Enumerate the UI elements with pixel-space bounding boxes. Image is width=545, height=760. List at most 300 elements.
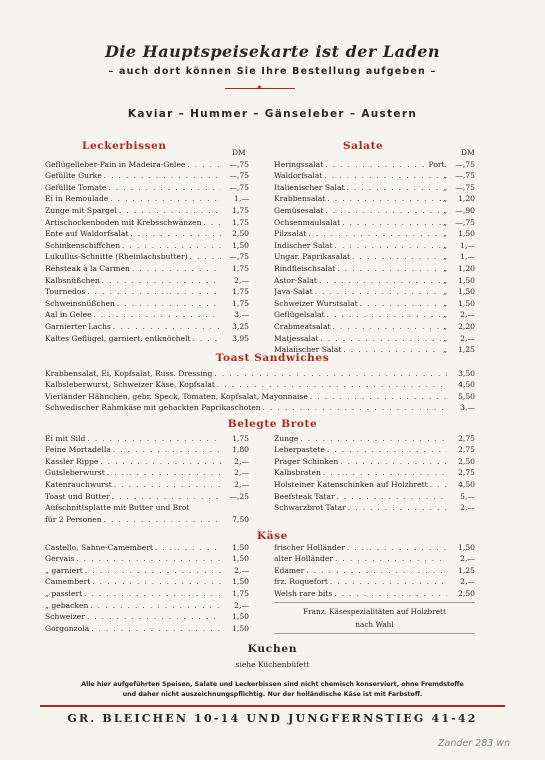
- dot-leader: [321, 335, 442, 343]
- item-name: Gorgonzola: [45, 623, 90, 633]
- footer-note: [60, 680, 485, 700]
- item-name: Gefüllte Tomate: [45, 182, 107, 192]
- salate-dm: DM: [461, 148, 475, 157]
- menu-item-row: [274, 157, 475, 169]
- item-price: —,90: [455, 205, 475, 215]
- item-price: —,75: [229, 159, 249, 169]
- footer-address: GR. BLEICHEN 10-14 UND JUNGFERNSTIEG 41-42: [67, 712, 478, 725]
- item-price: 2,—: [234, 565, 249, 575]
- item-price: 7,50: [232, 514, 249, 524]
- menu-item-row: [45, 401, 475, 413]
- menu-item-row: [45, 378, 475, 390]
- item-price: —,75: [455, 171, 475, 181]
- item-price: 3,50: [458, 368, 475, 378]
- item-name: Italienischer Salat: [274, 182, 345, 192]
- item-price: 2,50: [458, 588, 475, 598]
- menu-item-row: [45, 431, 249, 443]
- item-price: 5,50: [458, 391, 475, 401]
- kuchen-subtitle: siehe Küchenbüfett: [235, 660, 310, 669]
- menu-item-row: [45, 238, 249, 250]
- item-name: Geflügelsalat: [274, 310, 325, 320]
- menu-title: Die Hauptspeisekarte ist der Laden: [104, 42, 441, 61]
- menu-item-row: [274, 431, 475, 443]
- item-price: 4,50: [458, 479, 475, 489]
- menu-item-row: [45, 466, 249, 478]
- item-name: Pilzsalat: [274, 229, 307, 239]
- item-name: Feine Mortadella: [45, 445, 111, 455]
- dot-leader: [337, 493, 447, 501]
- brote-left-list: [45, 431, 249, 524]
- menu-item-row: [45, 512, 249, 524]
- item-name: Crabmeatsalat: [274, 321, 331, 331]
- dot-leader: [325, 207, 441, 215]
- item-price: 5,—: [460, 491, 475, 501]
- item-name: frischer Holländer: [274, 542, 345, 552]
- item-name: Indischer Salat: [274, 240, 333, 250]
- menu-item-row: [274, 169, 475, 181]
- item-price: 1,50: [458, 275, 475, 285]
- item-name: Lukullus-Schnitte (Rheinlachsbutter): [45, 252, 188, 262]
- menu-item-row: [274, 203, 475, 215]
- item-portion: „: [443, 333, 447, 343]
- dot-leader: [90, 602, 221, 610]
- item-name: Gemüsesalat: [274, 205, 324, 215]
- menu-item-row: [274, 250, 475, 262]
- dot-leader: [327, 446, 447, 454]
- menu-item-row: [45, 169, 249, 181]
- dot-leader: [114, 481, 221, 489]
- dot-leader: [117, 300, 221, 308]
- menu-item-row: [45, 610, 249, 622]
- item-name: Gervais: [45, 554, 75, 564]
- item-price: 1,50: [232, 577, 249, 587]
- item-price: 1,25: [458, 565, 475, 575]
- menu-item-row: [45, 501, 249, 513]
- item-portion: „: [443, 263, 447, 273]
- menu-item-row: [274, 443, 475, 455]
- dot-leader: [84, 590, 221, 598]
- item-price: 1,50: [458, 229, 475, 239]
- dot-leader: [327, 195, 441, 203]
- footer-rule: [40, 705, 505, 707]
- item-portion: „: [443, 217, 447, 227]
- menu-item-row: [45, 308, 249, 320]
- dot-leader: [104, 172, 221, 180]
- menu-item-row: [274, 227, 475, 239]
- item-price: 1,—: [234, 194, 249, 204]
- item-price: 1,75: [232, 588, 249, 598]
- dot-leader: [308, 230, 441, 238]
- item-name: Ungar. Paprikasalat: [274, 252, 351, 262]
- item-price: 3,—: [234, 310, 249, 320]
- dot-leader: [214, 370, 447, 378]
- item-price: 1,50: [232, 240, 249, 250]
- item-price: —,75: [229, 252, 249, 262]
- dot-leader: [333, 323, 442, 331]
- item-price: 2,—: [234, 275, 249, 285]
- item-price: 2,75: [458, 468, 475, 478]
- item-name: Kalbsbraten: [274, 468, 321, 478]
- menu-item-row: [274, 489, 475, 501]
- menu-item-row: [274, 261, 475, 273]
- item-name: Matjessalat: [274, 333, 319, 343]
- dot-leader: [108, 184, 221, 192]
- menu-item-row: [45, 540, 249, 552]
- item-name: Heringssalat: [274, 159, 324, 169]
- brote-title: Belegte Brote: [227, 418, 318, 430]
- item-portion: „: [443, 240, 447, 250]
- item-name: Aufschnittsplatte mit Butter und Brot: [45, 503, 190, 513]
- menu-item-row: [274, 308, 475, 320]
- menu-subtitle: – auch dort können Sie Ihre Bestellung aufgeben –: [108, 66, 437, 77]
- item-price: 1,75: [232, 433, 249, 443]
- menu-item-row: [274, 331, 475, 343]
- item-price: 3,25: [232, 321, 249, 331]
- dot-leader: [352, 253, 441, 261]
- dot-leader: [122, 242, 221, 250]
- kaese-note-line1: Franz. Käsespezialitäten auf Holzbrett: [303, 607, 446, 616]
- item-name: Toast und Butter: [45, 491, 110, 501]
- menu-item-row: [274, 575, 475, 587]
- dot-leader: [306, 567, 447, 575]
- item-name: Ochsenmaulsalat: [274, 217, 341, 227]
- item-name: Ei mit Sild: [45, 433, 86, 443]
- item-name: alter Holländer: [274, 554, 333, 564]
- item-name: Zunge: [274, 433, 299, 443]
- dot-leader: [92, 578, 221, 586]
- item-price: 2,—: [460, 554, 475, 564]
- item-name: Castello, Sahne-Camembert: [45, 542, 153, 552]
- item-price: —,75: [229, 171, 249, 181]
- dot-leader: [340, 458, 447, 466]
- item-name: Schweizer: [45, 612, 85, 622]
- item-name: Prager Schinken: [274, 456, 339, 466]
- item-price: 2,—: [460, 503, 475, 513]
- menu-item-row: [274, 501, 475, 513]
- menu-item-row: [45, 273, 249, 285]
- item-price: 2,50: [232, 229, 249, 239]
- item-price: —,25: [229, 491, 249, 501]
- item-name: Camembert: [45, 577, 91, 587]
- dot-leader: [113, 446, 221, 454]
- item-price: 1,75: [232, 263, 249, 273]
- item-name: Aal in Gelee: [45, 310, 92, 320]
- item-name: Edamer: [274, 565, 305, 575]
- footer-note-line1: Alle hier aufgeführten Speisen, Salate und Leckerbissen sind nicht chemisch konserviert, ohne Fremdstoffe: [81, 681, 464, 688]
- item-name: Schweinsnüßchen: [45, 298, 115, 308]
- item-name: Kassler Rippe: [45, 456, 99, 466]
- menu-item-row: [274, 296, 475, 308]
- dot-leader: [87, 435, 221, 443]
- dot-leader: [94, 311, 221, 319]
- item-price: 2,75: [458, 433, 475, 443]
- ornament-mark: ✦: [256, 83, 263, 92]
- dot-leader: [204, 219, 221, 227]
- item-portion: Port.: [428, 159, 447, 169]
- item-portion: „: [443, 205, 447, 215]
- toast-list: [45, 366, 475, 412]
- kaese-left-list: [45, 540, 249, 633]
- item-name: frz. Roquefort: [274, 577, 328, 587]
- item-price: 3,—: [460, 403, 475, 413]
- dot-leader: [100, 458, 221, 466]
- menu-item-row: [45, 319, 249, 331]
- item-price: 1,50: [458, 298, 475, 308]
- item-name: Geflügelleber-Pain in Madeira-Gelee: [45, 159, 186, 169]
- item-price: —,75: [229, 182, 249, 192]
- item-price: 1,80: [232, 445, 249, 455]
- item-price: 2,—: [234, 600, 249, 610]
- menu-item-row: [274, 192, 475, 204]
- dot-leader: [102, 277, 221, 285]
- handwritten-archive-note: Zander 283 wn: [438, 738, 511, 749]
- kaese-right-list: [274, 540, 475, 598]
- item-price: 1,—: [460, 252, 475, 262]
- menu-item-row: [45, 598, 249, 610]
- item-portion: „: [443, 298, 447, 308]
- menu-item-row: [45, 621, 249, 633]
- menu-item-row: [45, 563, 249, 575]
- dot-leader: [300, 435, 447, 443]
- item-price: —,75: [455, 182, 475, 192]
- dot-leader: [319, 277, 441, 285]
- dot-leader: [190, 253, 221, 261]
- delicacies-line: Kaviar – Hummer – Gänseleber – Austern: [127, 108, 418, 120]
- menu-item-row: [45, 552, 249, 564]
- menu-item-row: [45, 227, 249, 239]
- item-name: Ente auf Waldorfsalat: [45, 229, 129, 239]
- item-name: Astor-Salat: [274, 275, 317, 285]
- dot-leader: [193, 335, 221, 343]
- item-price: 1,—: [460, 240, 475, 250]
- dot-leader: [132, 265, 221, 273]
- item-portion: „: [443, 182, 447, 192]
- dot-leader: [342, 219, 441, 227]
- item-portion: „: [443, 287, 447, 297]
- brote-right-list: [274, 431, 475, 512]
- menu-item-row: [45, 285, 249, 297]
- dot-leader: [87, 288, 221, 296]
- menu-item-row: [45, 575, 249, 587]
- menu-item-row: [45, 477, 249, 489]
- dot-leader: [119, 207, 221, 215]
- item-name: Schwedischer Rahmkäse mit gehackten Paprikaschoten: [45, 403, 261, 413]
- dot-leader: [310, 393, 447, 401]
- dot-leader: [327, 311, 441, 319]
- dot-leader: [360, 300, 441, 308]
- dot-leader: [155, 544, 221, 552]
- item-price: —,75: [455, 159, 475, 169]
- menu-item-row: [45, 366, 475, 378]
- dot-leader: [330, 578, 447, 586]
- dot-leader: [263, 404, 447, 412]
- item-name: Schinkenschiffchen: [45, 240, 121, 250]
- item-name: Vierländer Hähnchen, gebr. Speck, Tomaten, Kopfsalat, Mayonnaise: [45, 391, 308, 401]
- menu-item-row: [45, 443, 249, 455]
- item-price: 2,50: [458, 456, 475, 466]
- item-name: Katenrauchwurst: [45, 479, 112, 489]
- item-price: 2,75: [458, 445, 475, 455]
- menu-item-row: [274, 552, 475, 564]
- item-name: Java-Salat: [274, 287, 313, 297]
- item-price: 1,20: [458, 194, 475, 204]
- dot-leader: [87, 613, 221, 621]
- item-price: 1,50: [458, 542, 475, 552]
- item-price: 2,—: [234, 456, 249, 466]
- menu-item-row: [274, 454, 475, 466]
- menu-item-row: [45, 215, 249, 227]
- item-price: 2,—: [234, 468, 249, 478]
- leckerbissen-title: Leckerbissen: [82, 140, 167, 152]
- menu-item-row: [45, 192, 249, 204]
- item-name: Kalbsleberwurst, Schweizer Käse, Kopfsalat: [45, 380, 215, 390]
- kuchen-title: Kuchen: [247, 643, 298, 655]
- item-price: 1,75: [232, 298, 249, 308]
- salate-list: [274, 157, 475, 354]
- item-name: Schwarzbrot Tatar: [274, 503, 346, 513]
- item-price: 1,75: [232, 217, 249, 227]
- dot-leader: [130, 230, 221, 238]
- item-name: „ garniert: [45, 565, 83, 575]
- item-price: 2,—: [460, 333, 475, 343]
- item-name: Tournedos: [45, 287, 86, 297]
- dot-leader: [110, 195, 221, 203]
- item-portion: „: [443, 321, 447, 331]
- menu-item-row: [45, 157, 249, 169]
- kaese-note-line2: nach Wahl: [355, 620, 394, 629]
- item-name: Rindfleischsalat: [274, 263, 336, 273]
- item-price: 4,50: [458, 380, 475, 390]
- menu-item-row: [45, 203, 249, 215]
- item-price: 1,20: [458, 263, 475, 273]
- item-name: Beefsteak Tatar: [274, 491, 335, 501]
- item-portion: „: [443, 310, 447, 320]
- menu-item-row: [274, 477, 475, 489]
- item-price: 1,50: [232, 554, 249, 564]
- item-name: Welsh rare bits: [274, 588, 333, 598]
- menu-item-row: [274, 563, 475, 575]
- menu-item-row: [45, 250, 249, 262]
- item-price: 2,20: [458, 321, 475, 331]
- item-price: 1,50: [232, 612, 249, 622]
- dot-leader: [348, 504, 447, 512]
- menu-item-row: [274, 285, 475, 297]
- dot-leader: [76, 555, 221, 563]
- item-price: 3,95: [232, 333, 249, 343]
- item-name: für 2 Personen: [45, 514, 102, 524]
- menu-item-row: [274, 466, 475, 478]
- item-price: 1,25: [458, 345, 475, 355]
- item-name: Gutsleberwurst: [45, 468, 105, 478]
- item-name: Garnierter Lachs: [45, 321, 111, 331]
- item-price: 1,50: [458, 287, 475, 297]
- leckerbissen-dm: DM: [232, 148, 246, 157]
- dot-leader: [315, 288, 441, 296]
- item-name: „ passiert: [45, 588, 83, 598]
- item-portion: „: [443, 171, 447, 181]
- item-name: Artischockenboden mit Krebsschwänzen: [45, 217, 202, 227]
- dot-leader: [430, 481, 447, 489]
- dot-leader: [217, 381, 447, 389]
- item-name: Schweizer Wurstsalat: [274, 298, 358, 308]
- leckerbissen-list: [45, 157, 249, 343]
- dot-leader: [324, 172, 441, 180]
- item-name: Kaltes Geflügel, garniert, entknöchelt: [45, 333, 191, 343]
- item-name: Kalbsnüßchen: [45, 275, 100, 285]
- item-portion: „: [443, 229, 447, 239]
- dot-leader: [323, 469, 447, 477]
- dot-leader: [91, 625, 221, 633]
- item-portion: „: [443, 194, 447, 204]
- dot-leader: [113, 323, 221, 331]
- item-portion: „: [443, 345, 447, 355]
- toast-title: Toast Sandwiches: [215, 352, 330, 364]
- item-price: —,75: [455, 217, 475, 227]
- menu-item-row: [45, 586, 249, 598]
- dot-leader: [347, 544, 447, 552]
- menu-item-row: [45, 454, 249, 466]
- item-price: 2,—: [460, 310, 475, 320]
- item-price: 1,50: [232, 623, 249, 633]
- item-portion: „: [443, 275, 447, 285]
- item-name: Rehsteak à la Carmen: [45, 263, 130, 273]
- menu-item-row: [45, 489, 249, 501]
- item-price: 2,—: [234, 479, 249, 489]
- item-name: Krabbensalat, Ei, Kopfsalat, Russ. Dressing: [45, 368, 213, 378]
- item-price: 1,75: [232, 287, 249, 297]
- menu-item-row: [274, 273, 475, 285]
- item-price: 1,50: [232, 542, 249, 552]
- dot-leader: [85, 567, 221, 575]
- dot-leader: [335, 242, 442, 250]
- menu-item-row: [274, 238, 475, 250]
- item-name: Krabbensalat: [274, 194, 326, 204]
- kaese-note-divider-bottom: [274, 633, 475, 634]
- item-price: 1,75: [232, 205, 249, 215]
- dot-leader: [335, 555, 447, 563]
- dot-leader: [107, 469, 221, 477]
- salate-title: Salate: [343, 140, 384, 152]
- dot-leader: [334, 590, 447, 598]
- kaese-title: Käse: [257, 530, 288, 542]
- item-name: Waldorfsalat: [274, 171, 323, 181]
- menu-item-row: [45, 261, 249, 273]
- menu-item-row: [274, 586, 475, 598]
- item-name: Gefüllte Gurke: [45, 171, 102, 181]
- menu-item-row: [45, 389, 475, 401]
- menu-item-row: [45, 296, 249, 308]
- menu-item-row: [45, 331, 249, 343]
- item-name: „ gebacken: [45, 600, 89, 610]
- item-name: Holsteiner Katenschinken auf Holzbrett: [274, 479, 428, 489]
- menu-item-row: [274, 319, 475, 331]
- dot-leader: [347, 184, 441, 192]
- item-name: Leberpastete: [274, 445, 325, 455]
- kaese-note-divider: [274, 602, 475, 603]
- dot-leader: [112, 493, 221, 501]
- menu-item-row: [274, 215, 475, 227]
- dot-leader: [325, 161, 426, 169]
- dot-leader: [104, 516, 221, 524]
- menu-item-row: [274, 540, 475, 552]
- dot-leader: [187, 161, 221, 169]
- menu-item-row: [45, 180, 249, 192]
- menu-item-row: [274, 180, 475, 192]
- dot-leader: [337, 265, 441, 273]
- item-portion: „: [443, 252, 447, 262]
- footer-note-line2: und daher nicht auszeichnungspflichtig. Nur der holländische Käse ist mit Farbstoff.: [122, 691, 423, 698]
- item-price: 2,—: [460, 577, 475, 587]
